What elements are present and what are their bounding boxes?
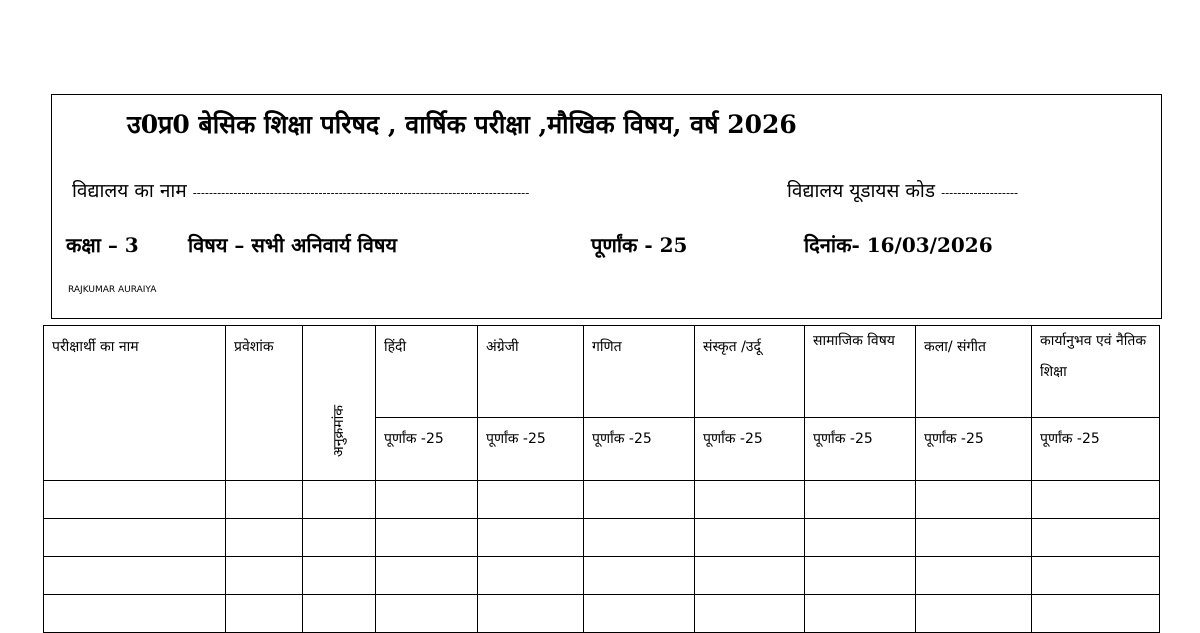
- udise-section: [787, 177, 1018, 203]
- marks-cell: पूर्णांक -25: [376, 418, 478, 481]
- entry-cell[interactable]: [584, 595, 695, 633]
- col-roll-no: प्रवेशांक: [226, 326, 303, 481]
- entry-cell[interactable]: [478, 481, 584, 519]
- col-student-name: परीक्षार्थी का नाम: [44, 326, 226, 481]
- header-box: [51, 94, 1162, 319]
- entry-cell[interactable]: [226, 595, 303, 633]
- entry-cell[interactable]: [916, 557, 1032, 595]
- entry-cell[interactable]: [805, 519, 916, 557]
- udise-label: विद्यालय यूडायस कोड: [787, 180, 936, 202]
- school-name-label: विद्यालय का नाम: [72, 180, 187, 202]
- entry-cell[interactable]: [303, 481, 376, 519]
- table-row: [44, 557, 1160, 595]
- table-row: [44, 595, 1160, 633]
- entry-cell[interactable]: [1032, 481, 1160, 519]
- entry-cell[interactable]: [44, 481, 226, 519]
- entry-cell[interactable]: [303, 557, 376, 595]
- entry-cell[interactable]: [695, 557, 805, 595]
- col-subject-social: सामाजिक विषय: [805, 326, 916, 418]
- entry-cell[interactable]: [44, 595, 226, 633]
- header-row: [44, 326, 1160, 418]
- marks-cell: पूर्णांक -25: [916, 418, 1032, 481]
- entry-cell[interactable]: [376, 557, 478, 595]
- entry-cell[interactable]: [805, 557, 916, 595]
- subject-label: विषय – सभी अनिवार्य विषय: [188, 233, 397, 257]
- col-subject-maths: गणित: [584, 326, 695, 418]
- entry-cell[interactable]: [44, 519, 226, 557]
- entry-cell[interactable]: [1032, 519, 1160, 557]
- entry-cell[interactable]: [226, 557, 303, 595]
- marks-cell: पूर्णांक -25: [695, 418, 805, 481]
- entry-cell[interactable]: [478, 519, 584, 557]
- entry-cell[interactable]: [1032, 557, 1160, 595]
- entry-cell[interactable]: [584, 481, 695, 519]
- udise-blank: -------------------: [941, 186, 1019, 200]
- col-serial-cell: [303, 326, 376, 481]
- col-serial: अनुक्रमांक: [331, 405, 347, 457]
- entry-cell[interactable]: [478, 595, 584, 633]
- entry-cell[interactable]: [916, 595, 1032, 633]
- col-subject-art-music: कला/ संगीत: [916, 326, 1032, 418]
- date-label: दिनांक- 16/03/2026: [804, 233, 993, 257]
- class-label: कक्षा – 3: [66, 233, 139, 257]
- entry-cell[interactable]: [303, 595, 376, 633]
- school-name-blank: -----------------------------------------------------------------------------------: [192, 186, 530, 200]
- marks-cell: पूर्णांक -25: [805, 418, 916, 481]
- entry-cell[interactable]: [376, 481, 478, 519]
- col-subject-english: अंग्रेजी: [478, 326, 584, 418]
- entry-cell[interactable]: [916, 519, 1032, 557]
- entry-cell[interactable]: [584, 519, 695, 557]
- author-credit: RAJKUMAR AURAIYA: [68, 285, 157, 295]
- col-subject-sanskrit-urdu: संस्कृत /उर्दू: [695, 326, 805, 418]
- marks-cell: पूर्णांक -25: [1032, 418, 1160, 481]
- col-subject-hindi: हिंदी: [376, 326, 478, 418]
- entry-cell[interactable]: [805, 481, 916, 519]
- entry-cell[interactable]: [695, 519, 805, 557]
- marks-cell: पूर्णांक -25: [478, 418, 584, 481]
- entry-cell[interactable]: [695, 595, 805, 633]
- school-info-line: [72, 177, 1152, 203]
- page-title: उ0प्र0 बेसिक शिक्षा परिषद , वार्षिक परीक्षा ,मौखिक विषय, वर्ष 2026: [127, 110, 797, 139]
- entry-cell[interactable]: [1032, 595, 1160, 633]
- entry-cell[interactable]: [916, 481, 1032, 519]
- max-marks-label: पूर्णांक - 25: [591, 233, 688, 257]
- table-row: [44, 481, 1160, 519]
- col-subject-work-moral: कार्यानुभव एवं नैतिक शिक्षा: [1032, 326, 1160, 418]
- entry-cell[interactable]: [376, 519, 478, 557]
- entry-cell[interactable]: [695, 481, 805, 519]
- entry-cell[interactable]: [226, 519, 303, 557]
- entry-cell[interactable]: [44, 557, 226, 595]
- entry-cell[interactable]: [226, 481, 303, 519]
- entry-cell[interactable]: [584, 557, 695, 595]
- marks-table: [43, 325, 1160, 633]
- entry-cell[interactable]: [805, 595, 916, 633]
- entry-cell[interactable]: [478, 557, 584, 595]
- table-row: [44, 519, 1160, 557]
- entry-cell[interactable]: [376, 595, 478, 633]
- marks-cell: पूर्णांक -25: [584, 418, 695, 481]
- entry-cell[interactable]: [303, 519, 376, 557]
